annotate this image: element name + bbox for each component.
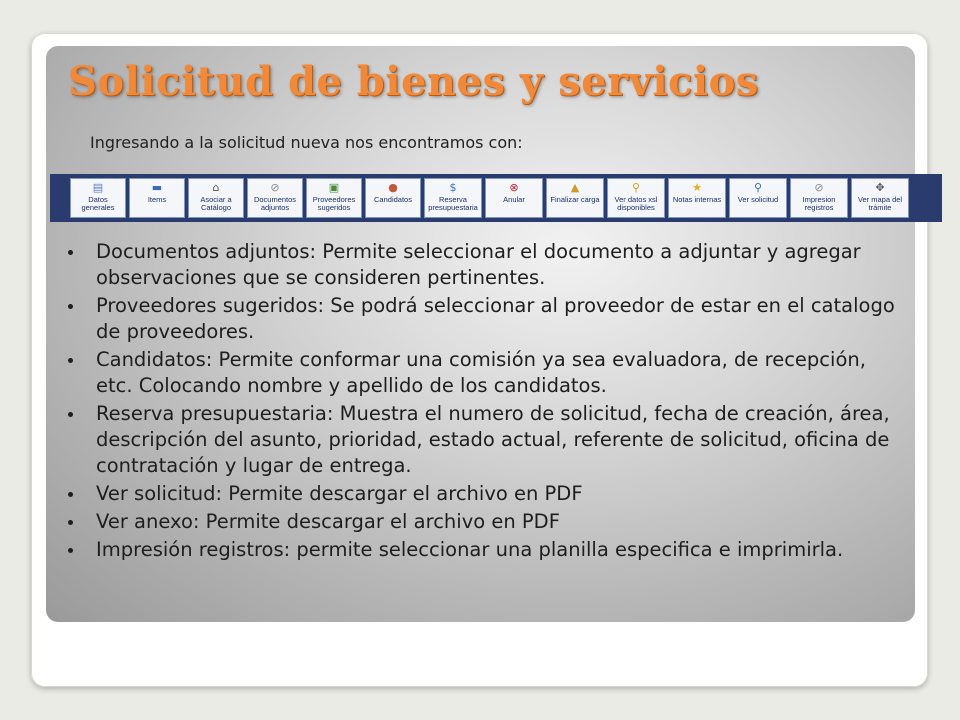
- toolbar-button-label: Notas internas: [672, 195, 722, 204]
- list-item: [64, 537, 904, 563]
- list-item: [64, 509, 904, 535]
- bullet-dot: [68, 358, 73, 363]
- folder-icon: ▣: [328, 181, 340, 194]
- toolbar-button-documentos-adjuntos[interactable]: [247, 178, 303, 218]
- list-item: [64, 239, 904, 291]
- toolbar-button-label: Candidatos: [374, 195, 412, 204]
- toolbar-button-label: Ver solicitud: [737, 195, 779, 204]
- list-item-text: Documentos adjuntos: Permite seleccionar el documento a adjuntar y agregar observaciones que se consideren pertinentes.: [96, 240, 861, 289]
- toolbar-button-ver-solicitud[interactable]: [729, 178, 787, 218]
- slide-title: Solicitud de bienes y servicios: [68, 58, 759, 105]
- toolbar-button-asociar-a-catálogo[interactable]: [188, 178, 244, 218]
- list-item: [64, 401, 904, 479]
- toolbar-button-label: Datos generales: [81, 195, 115, 212]
- bullet-dot: [68, 548, 73, 553]
- toolbar-button-label: Asociar a Catálogo: [200, 195, 232, 212]
- building-icon: ⌂: [212, 181, 220, 194]
- toolbar-button-impresion-registros[interactable]: [790, 178, 848, 218]
- list-item-text: Ver anexo: Permite descargar el archivo en PDF: [96, 510, 560, 533]
- toolbar-button-proveedores-sugeridos[interactable]: [306, 178, 362, 218]
- toolbar-button-notas-internas[interactable]: [668, 178, 726, 218]
- list-item: [64, 347, 904, 399]
- list-item-text: Candidatos: Permite conformar una comisión ya sea evaluadora, de recepción, etc. Colocando nombre y apellido de los candidatos.: [96, 348, 866, 397]
- toolbar-button-reserva-presupuestaria[interactable]: [424, 178, 482, 218]
- toolbar-button-label: Ver datos xsl disponibles: [614, 195, 658, 212]
- action-toolbar: [50, 174, 942, 222]
- cancel-icon: ⊗: [509, 181, 519, 194]
- bullet-dot: [68, 412, 73, 417]
- feature-list: [64, 239, 904, 565]
- toolbar-button-label: Anular: [503, 195, 525, 204]
- list-item: [64, 293, 904, 345]
- list-item-text: Ver solicitud: Permite descargar el archivo en PDF: [96, 482, 583, 505]
- bullet-dot: [68, 520, 73, 525]
- lock-icon: ▲: [570, 181, 580, 194]
- toolbar-button-ver-datos-xsl-disponibles[interactable]: [607, 178, 665, 218]
- toolbar-button-label: Proveedores sugeridos: [312, 195, 356, 212]
- list-item-text: Impresión registros: permite seleccionar una planilla especifica e imprimirla.: [96, 538, 844, 561]
- person-icon: ●: [388, 181, 398, 194]
- toolbar-button-items[interactable]: [129, 178, 185, 218]
- intro-text: Ingresando a la solicitud nueva nos encontramos con:: [90, 133, 523, 152]
- bullet-dot: [68, 492, 73, 497]
- toolbar-button-label: Items: [147, 195, 167, 204]
- list-icon: ▬: [151, 181, 163, 194]
- magnifier-icon: ⚲: [631, 181, 641, 194]
- star-icon: ★: [692, 181, 702, 194]
- toolbar-button-candidatos[interactable]: [365, 178, 421, 218]
- paperclip-icon: ⊘: [270, 181, 280, 194]
- toolbar-button-anular[interactable]: [485, 178, 543, 218]
- bullet-dot: [68, 304, 73, 309]
- toolbar-button-label: Documentos adjuntos: [253, 195, 297, 212]
- toolbar-button-datos-generales[interactable]: [70, 178, 126, 218]
- toolbar-button-finalizar-carga[interactable]: [546, 178, 604, 218]
- dollar-icon: $: [449, 181, 457, 194]
- toolbar-button-label: Impresion registros: [802, 195, 836, 212]
- toolbar-button-label: Ver mapa del trámite: [857, 195, 903, 212]
- clip-icon: ⊘: [814, 181, 824, 194]
- bullet-dot: [68, 250, 73, 255]
- map-icon: ✥: [875, 181, 885, 194]
- document-lines-icon: ▤: [92, 181, 104, 194]
- search-icon: ⚲: [753, 181, 763, 194]
- toolbar-button-label: Reserva presupuestaria: [428, 195, 478, 212]
- toolbar-button-ver-mapa-del-trámite[interactable]: [851, 178, 909, 218]
- list-item-text: Reserva presupuestaria: Muestra el numero de solicitud, fecha de creación, área, descripción del asunto, prioridad, estado actual, referente de solicitud, oficina de contratación y lugar de entrega.: [96, 402, 890, 477]
- list-item-text: Proveedores sugeridos: Se podrá seleccionar al proveedor de estar en el catalogo de proveedores.: [96, 294, 895, 343]
- toolbar-button-label: Finalizar carga: [550, 195, 600, 204]
- list-item: [64, 481, 904, 507]
